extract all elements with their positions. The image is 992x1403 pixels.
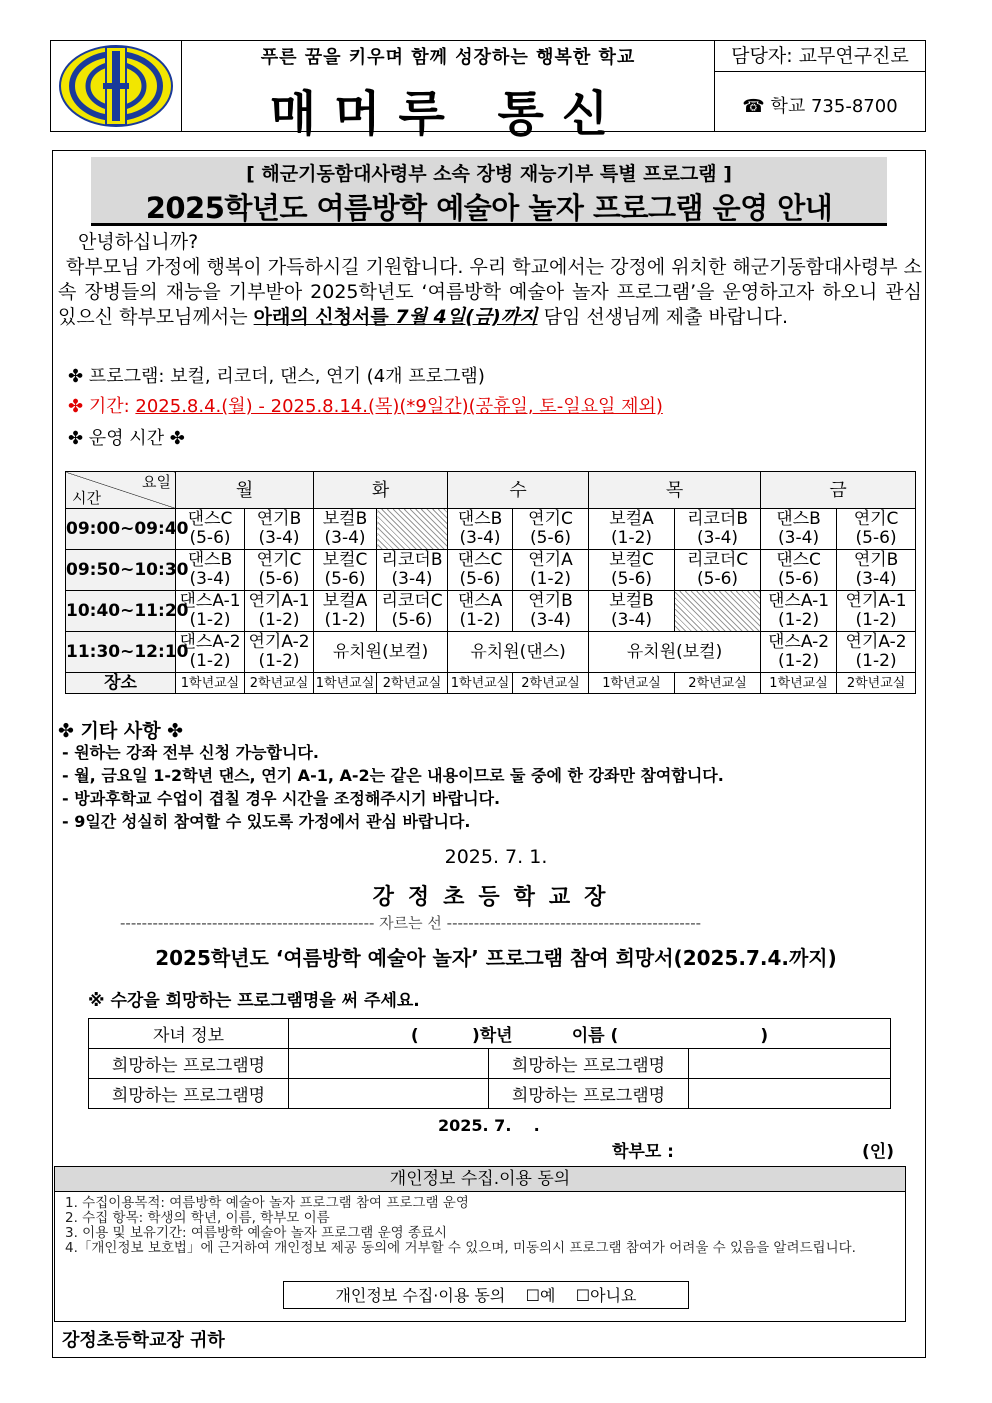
privacy-item: 4.「개인정보 보호법」에 근거하여 개인정보 제공 동의에 거부할 수 있으며, 미동의시 프로그램 참여가 어려울 수 있음을 알려드립니다. bbox=[65, 1240, 856, 1256]
class-cell: 연기C (5-6) bbox=[837, 509, 916, 550]
etc-item: - 9일간 성실히 참여할 수 있도록 가정에서 관심 바랍니다. bbox=[62, 812, 471, 831]
place-cell: 2학년교실 bbox=[377, 673, 448, 694]
class-cell: 댄스B (3-4) bbox=[176, 550, 245, 591]
place-cell: 1학년교실 bbox=[761, 673, 837, 694]
etc-item: - 월, 금요일 1-2학년 댄스, 연기 A-1, A-2는 같은 내용이므로 둘 중에 한 강좌만 참여합니다. bbox=[62, 766, 724, 785]
class-cell: 유치원(보컬) bbox=[589, 632, 761, 673]
parent-label: 학부모 : bbox=[612, 1142, 674, 1162]
class-cell: 보컬C (5-6) bbox=[314, 550, 377, 591]
corner-time: 시간 bbox=[72, 489, 101, 507]
privacy-item: 3. 이용 및 보유기간: 여름방학 예술아 놀자 프로그램 운영 종료시 bbox=[65, 1225, 448, 1241]
principal-sign: 강정초등학교장 bbox=[372, 885, 620, 910]
class-cell: 연기A-2 (1-2) bbox=[245, 632, 314, 673]
header-contact bbox=[715, 41, 925, 131]
class-cell: 연기A (1-2) bbox=[513, 550, 589, 591]
wish-label: 희망하는 프로그램명 bbox=[89, 1049, 289, 1079]
bullet-period-mark: ✤ bbox=[68, 396, 84, 417]
class-cell: 댄스A-1 (1-2) bbox=[176, 591, 245, 632]
yes-label: 예 bbox=[539, 1286, 556, 1305]
school-motto: 푸른 꿈을 키우며 함께 성장하는 행복한 학교 bbox=[260, 47, 636, 68]
day-header: 금 bbox=[761, 472, 916, 509]
class-cell: 댄스A (1-2) bbox=[448, 591, 513, 632]
class-cell: 보컬A (1-2) bbox=[589, 509, 675, 550]
newsletter-title: 매머루 통신 bbox=[269, 86, 627, 142]
manager-label: 담당자: 교무연구진로 bbox=[715, 41, 925, 72]
footer-addressee: 강정초등학교장 귀하 bbox=[62, 1330, 225, 1351]
schedule-row bbox=[66, 550, 916, 591]
class-cell: 보컬B (3-4) bbox=[314, 509, 377, 550]
bullet-program: ✤ 프로그램: 보컬, 리코더, 댄스, 연기 (4개 프로그램) bbox=[68, 366, 485, 387]
bullet-time: ✤ 운영 시간 ✤ bbox=[68, 428, 185, 449]
banner-title: 2025학년도 여름방학 예술아 놀자 프로그램 운영 안내 bbox=[145, 191, 833, 225]
day-header: 화 bbox=[314, 472, 448, 509]
form-row bbox=[89, 1079, 891, 1109]
time-slot: 11:30~12:10 bbox=[66, 632, 176, 673]
phone-number: 학교 735-8700 bbox=[770, 96, 898, 117]
class-cell: 댄스C (5-6) bbox=[448, 550, 513, 591]
intro-paragraph bbox=[58, 255, 922, 330]
privacy-title: 개인정보 수집.이용 동의 bbox=[55, 1167, 905, 1192]
no-label: 아니요 bbox=[590, 1286, 637, 1305]
class-cell: 리코더B (3-4) bbox=[377, 550, 448, 591]
cut-line: ----------------------------------------------- 자르는 선 ----------------------------------------------- bbox=[120, 914, 702, 932]
application-title: 2025학년도 ‘여름방학 예술아 놀자’ 프로그램 참여 희망서(2025.7.4.까지) bbox=[155, 946, 837, 970]
bullet-period-value: 2025.8.4.(월) - 2025.8.14.(목)(*9일간)(공휴일, 토-일요일 제외) bbox=[135, 396, 663, 417]
class-cell: 보컬A (1-2) bbox=[314, 591, 377, 632]
schedule-row bbox=[66, 591, 916, 632]
intro-deadline: 7월 4일(금)까지 bbox=[395, 306, 538, 328]
wish-label: 희망하는 프로그램명 bbox=[489, 1049, 689, 1079]
wish-field[interactable] bbox=[689, 1049, 891, 1079]
corner-day: 요일 bbox=[142, 473, 171, 491]
class-cell: 연기A-2 (1-2) bbox=[837, 632, 916, 673]
wish-field[interactable] bbox=[689, 1079, 891, 1109]
privacy-item: 2. 수집 항목: 학생의 학년, 이름, 학부모 이름 bbox=[65, 1210, 330, 1226]
application-note: ※ 수강을 희망하는 프로그램명을 써 주세요. bbox=[88, 991, 420, 1011]
class-cell: 보컬C (5-6) bbox=[589, 550, 675, 591]
consent-label: 개인정보 수집·이용 동의 bbox=[335, 1286, 506, 1305]
intro-text bbox=[58, 230, 922, 330]
time-slot: 09:50~10:30 bbox=[66, 550, 176, 591]
class-cell: 리코더B (3-4) bbox=[675, 509, 761, 550]
wish-label: 희망하는 프로그램명 bbox=[489, 1079, 689, 1109]
empty-cell bbox=[377, 509, 448, 550]
time-slot: 09:00~09:40 bbox=[66, 509, 176, 550]
class-cell: 유치원(댄스) bbox=[448, 632, 589, 673]
place-cell: 2학년교실 bbox=[513, 673, 589, 694]
schedule-row bbox=[66, 509, 916, 550]
form-row bbox=[89, 1019, 891, 1049]
class-cell: 연기C (5-6) bbox=[513, 509, 589, 550]
class-cell: 연기B (3-4) bbox=[513, 591, 589, 632]
place-cell: 1학년교실 bbox=[314, 673, 377, 694]
class-cell: 댄스C (5-6) bbox=[176, 509, 245, 550]
header-center bbox=[182, 41, 715, 142]
class-cell: 댄스A-2 (1-2) bbox=[761, 632, 837, 673]
class-cell: 댄스A-2 (1-2) bbox=[176, 632, 245, 673]
banner-subtitle: [ 해군기동함대사령부 소속 장병 재능기부 특별 프로그램 ] bbox=[246, 163, 732, 185]
day-header: 월 bbox=[176, 472, 314, 509]
day-header: 수 bbox=[448, 472, 589, 509]
class-cell: 보컬B (3-4) bbox=[589, 591, 675, 632]
form-row bbox=[89, 1049, 891, 1079]
class-cell: 연기A-1 (1-2) bbox=[245, 591, 314, 632]
class-cell: 연기C (5-6) bbox=[245, 550, 314, 591]
class-cell: 댄스C (5-6) bbox=[761, 550, 837, 591]
place-row bbox=[66, 673, 916, 694]
intro-tail: 담임 선생님께 제출 바랍니다. bbox=[537, 306, 788, 328]
etc-item: - 원하는 강좌 전부 신청 가능합니다. bbox=[62, 743, 319, 762]
class-cell: 연기B (3-4) bbox=[837, 550, 916, 591]
bullet-period bbox=[68, 392, 663, 418]
class-cell: 연기A-1 (1-2) bbox=[837, 591, 916, 632]
phone-icon: ☎ bbox=[742, 96, 765, 117]
place-cell: 1학년교실 bbox=[176, 673, 245, 694]
intro-body: 학부모님 가정에 행복이 가득하시길 기원합니다. 우리 학교에서는 강정에 위치한 해군기동함대사령부 소속 장병들의 재능을 기부받아 2025학년도 ‘여름방학 예술아 놀자 프로그램’을 운영하고자 하오니 관심 있으신 학부모님께서는 bbox=[58, 256, 922, 328]
wish-label: 희망하는 프로그램명 bbox=[89, 1079, 289, 1109]
schedule-header-row bbox=[66, 472, 916, 509]
place-cell: 2학년교실 bbox=[837, 673, 916, 694]
school-logo bbox=[51, 41, 182, 131]
schedule-table bbox=[65, 471, 916, 694]
application-form bbox=[88, 1018, 891, 1109]
seal-label: (인) bbox=[862, 1142, 894, 1162]
grade-name-field[interactable]: ( )학년 이름 ( ) bbox=[289, 1019, 891, 1049]
wish-field[interactable] bbox=[289, 1079, 489, 1109]
wish-field[interactable] bbox=[289, 1049, 489, 1079]
title-banner bbox=[91, 157, 887, 226]
child-info-label: 자녀 정보 bbox=[89, 1019, 289, 1049]
class-cell: 댄스B (3-4) bbox=[761, 509, 837, 550]
place-cell: 2학년교실 bbox=[245, 673, 314, 694]
etc-title: ✤ 기타 사항 ✤ bbox=[58, 720, 184, 742]
bullet-period-label: 기간: bbox=[83, 396, 136, 417]
empty-cell bbox=[675, 591, 761, 632]
phone-line bbox=[715, 92, 925, 118]
privacy-item: 1. 수집이용목적: 여름방학 예술아 놀자 프로그램 참여 프로그램 운영 bbox=[65, 1195, 469, 1211]
class-cell: 댄스B (3-4) bbox=[448, 509, 513, 550]
greeting: 안녕하십니까? bbox=[78, 231, 199, 253]
class-cell: 댄스A-1 (1-2) bbox=[761, 591, 837, 632]
etc-item: - 방과후학교 수업이 겹칠 경우 시간을 조정해주시기 바랍니다. bbox=[62, 789, 501, 808]
place-cell: 2학년교실 bbox=[675, 673, 761, 694]
schedule-corner bbox=[66, 472, 176, 509]
day-header: 목 bbox=[589, 472, 761, 509]
place-label: 장소 bbox=[66, 673, 176, 694]
class-cell: 리코더C (5-6) bbox=[377, 591, 448, 632]
application-date: 2025. 7. . bbox=[438, 1116, 540, 1135]
intro-emphasis: 아래의 신청서를 bbox=[253, 306, 396, 328]
class-cell: 리코더C (5-6) bbox=[675, 550, 761, 591]
yes-checkbox[interactable]: ☐ bbox=[525, 1286, 540, 1305]
time-slot: 10:40~11:20 bbox=[66, 591, 176, 632]
consent-box bbox=[283, 1281, 689, 1309]
place-cell: 1학년교실 bbox=[589, 673, 675, 694]
place-cell: 1학년교실 bbox=[448, 673, 513, 694]
no-checkbox[interactable]: ☐ bbox=[575, 1286, 591, 1305]
issue-date: 2025. 7. 1. bbox=[444, 846, 548, 868]
schedule-row bbox=[66, 632, 916, 673]
class-cell: 유치원(보컬) bbox=[314, 632, 448, 673]
header bbox=[50, 40, 926, 142]
class-cell: 연기B (3-4) bbox=[245, 509, 314, 550]
